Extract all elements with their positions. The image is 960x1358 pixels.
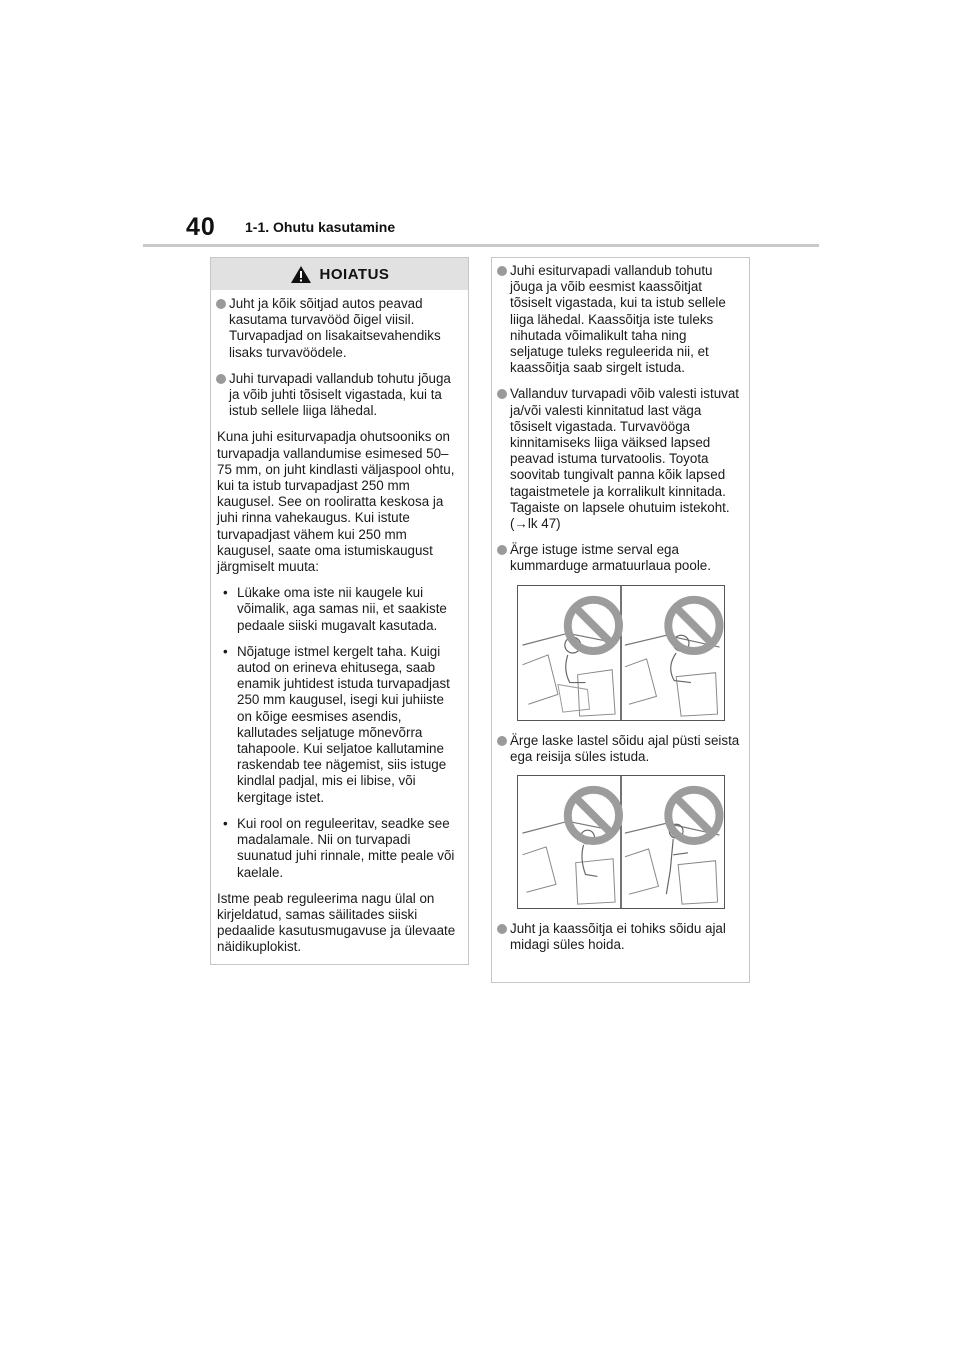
bullet-dot-icon [497, 924, 507, 934]
illustration-child-standing [517, 775, 725, 909]
page-reference-arrow-icon: → [514, 516, 528, 532]
sub-bullet-icon: • [223, 585, 228, 601]
bullet-text: Ärge istuge istme serval ega kummarduge armatuurlaua poole. [510, 542, 711, 574]
bullet-dot-icon [216, 299, 226, 309]
bullet-dot-icon [497, 736, 507, 746]
bullet-text: Juhi esiturvapadi vallandub tohutu jõuga ja võib eesmist kaassõitjat tõsiselt vigastada, kui ta istub sellele liiga lähedal. Kaassõitja iste tuleks nihutada võimalikult taha ning seljatuge tuleks reguleerida nii, et kaassõitja saab sirgelt istuda. [510, 263, 726, 376]
sub-item-text: Lükake oma iste nii kaugele kui võimalik, aga samas nii, et saakiste pedaale siiski mugavalt kasutada. [237, 585, 447, 633]
sub-list-item [217, 644, 461, 806]
list-item [498, 386, 742, 532]
bullet-dot-icon [497, 545, 507, 555]
warning-paragraph-1: Kuna juhi esiturvapadja ohutsooniks on turvapadja vallandumise esimesed 50–75 mm, on juht kindlasti väljaspool ohtu, kui ta istub turvapadjast 250 mm kaugusel. See on rooliratta keskosa ja juhi rinna vahekaugus. Kui istute turvapadjast vähem kui 250 mm kaugusel, saate oma istumiskaugust järgmiselt muuta: [217, 429, 455, 575]
bullet-text: Juht ja kõik sõitjad autos peavad kasutama turvavööd õigel viisil. Turvapadjad on lisakaitsevahendiks lisaks turvavöödele. [229, 296, 441, 360]
bullet-dot-icon [216, 374, 226, 384]
sub-item-text: Kui rool on reguleeritav, seadke see madalamale. Nii on turvapadi suunatud juhi rinnale, mitte peale või kaelale. [237, 815, 455, 880]
bullet-text: Juhi turvapadi vallandub tohutu jõuga ja võib juhti tõsiselt vigastada, kui ta istub sellele liiga lähedal. [229, 370, 451, 419]
sub-list-item [217, 816, 461, 881]
warning-header [211, 258, 468, 290]
section-title: 1-1. Ohutu kasutamine [245, 219, 396, 235]
sub-list-item [217, 585, 461, 634]
list-item [217, 296, 461, 361]
sub-bullet-icon: • [223, 643, 228, 659]
list-item [498, 263, 742, 376]
illustration-leaning-forward [517, 585, 725, 721]
list-item [498, 733, 742, 765]
warning-title: HOIATUS [319, 265, 390, 283]
list-item [498, 542, 742, 574]
page-number: 40 [186, 213, 216, 241]
page-reference-link[interactable]: lk 47) [527, 516, 561, 532]
warning-box [210, 257, 469, 965]
bullet-text: Vallanduv turvapadi võib valesti istuvat ja/või valesti kinnitatud last väga tõsiselt vigastada. Turvavööga kinnitamiseks liiga väiksed lapsed peavad istuma turvatoolis. Toyota soovitab tungivalt panna kõik lapsed tagaistmetele ja korralikult kinnitada. Tagaiste on lapsele ohutuim istekoht. ( [510, 386, 740, 532]
bullet-dot-icon [497, 389, 507, 399]
bullet-text: Juht ja kaassõitja ei tohiks sõidu ajal midagi süles hoida. [510, 921, 726, 953]
sub-bullet-icon: • [223, 815, 228, 831]
warning-triangle-icon [290, 265, 312, 284]
bullet-dot-icon [497, 266, 507, 276]
warning-paragraph-2: Istme peab reguleerima nagu ülal on kirjeldatud, samas säilitades siiski pedaalide kasutusmugavuse ja ülevaate näidikuplokist. [217, 890, 456, 955]
list-item [217, 371, 461, 420]
bullet-text: Ärge laske lastel sõidu ajal püsti seista ega reisija süles istuda. [510, 732, 740, 764]
header-rule [143, 244, 819, 247]
sub-item-text: Nõjatuge istmel kergelt taha. Kuigi autod on erineva ehitusega, saab enamik juhtidest istuda turvapadjast 250 mm kaugusel, isegi kui juhiiste on kõige eesmises asendis, kallutades seljatuge mõnevõrra tahapoole. Kui seljatoe kallutamine raskendab tee nägemist, siis istuge kindlal padjal, mis ei libise, või kergitage istet. [237, 643, 450, 805]
list-item [498, 921, 742, 953]
continuation-box [491, 257, 750, 983]
